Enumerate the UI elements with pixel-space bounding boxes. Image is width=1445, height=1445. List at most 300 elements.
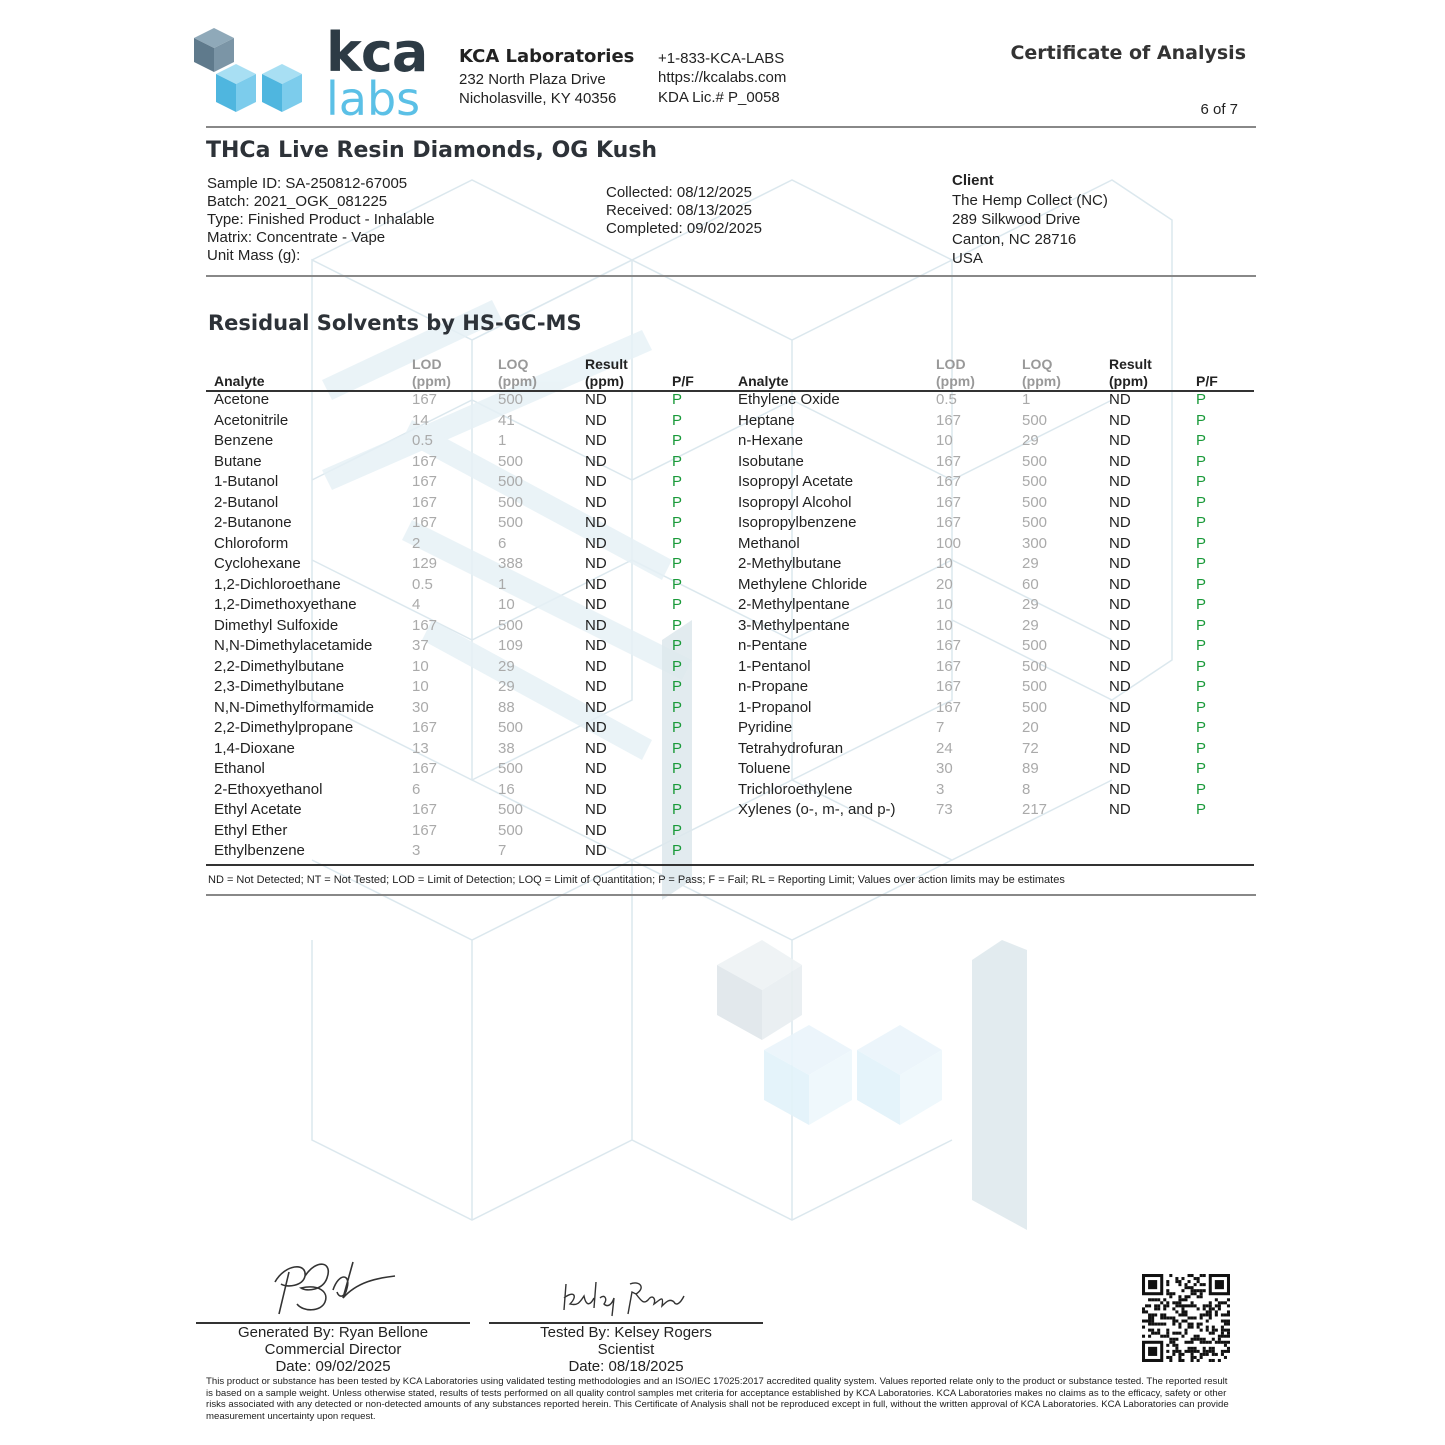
analyte-cell: n-Hexane — [738, 432, 804, 449]
result-cell: ND — [1109, 534, 1131, 552]
pf-cell: P — [1196, 555, 1207, 572]
loq-cell: 29 — [1022, 596, 1039, 613]
table-row — [214, 759, 738, 780]
table-row — [738, 472, 1262, 493]
loq-cell: 29 — [1022, 432, 1039, 449]
loq-cell: 20 — [1022, 719, 1039, 736]
analyte-cell: Isobutane — [738, 452, 804, 470]
tested-by-title: Scientist — [597, 1341, 655, 1358]
result-cell: ND — [1109, 452, 1131, 470]
lod-cell: 7 — [936, 719, 945, 736]
loq-cell: 1 — [498, 432, 507, 449]
product-name: THCa Live Resin Diamonds, OG Kush — [206, 138, 658, 163]
pf-cell: P — [672, 780, 683, 798]
lod-cell: 73 — [936, 801, 953, 818]
pf-cell: P — [672, 473, 683, 490]
table-row — [214, 390, 738, 411]
loq-cell: 29 — [1022, 555, 1039, 572]
lab-name: KCA Laboratories — [459, 46, 635, 67]
result-cell: ND — [1109, 719, 1131, 736]
lod-cell: 10 — [936, 596, 953, 613]
loq-cell: 1 — [498, 575, 507, 593]
pf-cell: P — [672, 493, 683, 511]
lab-phone: +1-833-KCA-LABS — [658, 50, 785, 67]
analyte-cell: Isopropylbenzene — [738, 514, 857, 531]
result-cell: ND — [585, 780, 607, 798]
lod-cell: 129 — [412, 555, 438, 572]
result-cell: ND — [1109, 698, 1131, 716]
analyte-cell: n-Propane — [738, 678, 809, 695]
result-cell: ND — [585, 473, 607, 490]
table-row — [738, 698, 1262, 719]
result-cell: ND — [585, 555, 607, 572]
result-cell: ND — [1109, 801, 1131, 818]
batch: Batch: 2021_OGK_081225 — [207, 193, 388, 210]
table-row — [214, 800, 738, 821]
completed-date: Completed: 09/02/2025 — [606, 220, 762, 237]
result-cell: ND — [1109, 739, 1131, 757]
client-info — [952, 171, 1108, 269]
result-cell: ND — [585, 616, 607, 634]
result-cell: ND — [585, 657, 607, 675]
result-cell: ND — [585, 534, 607, 552]
table-row — [738, 493, 1262, 514]
signature-ryan-bellone — [267, 1252, 407, 1322]
analyte-cell: Ethanol — [214, 760, 265, 777]
lod-cell: 14 — [412, 411, 429, 429]
result-cell: ND — [1109, 657, 1131, 675]
sample-matrix: Matrix: Concentrate - Vape — [207, 229, 386, 246]
table-row — [214, 780, 738, 801]
result-cell: ND — [1109, 575, 1131, 593]
pf-cell: P — [1196, 534, 1207, 552]
result-cell: ND — [1109, 391, 1131, 408]
header-result: Result (ppm) — [585, 356, 628, 389]
analyte-cell: Butane — [214, 452, 262, 470]
result-cell: ND — [585, 760, 607, 777]
lod-cell: 0.5 — [412, 432, 433, 449]
result-cell: ND — [585, 596, 607, 613]
analyte-cell: Xylenes (o-, m-, and p-) — [738, 801, 896, 818]
loq-cell: 500 — [1022, 657, 1048, 675]
pf-cell: P — [1196, 452, 1207, 470]
lod-cell: 167 — [936, 473, 962, 490]
pf-cell: P — [672, 637, 683, 654]
table-row — [214, 718, 738, 739]
lab-website: https://kcalabs.com — [658, 69, 787, 86]
analyte-cell: 2,2-Dimethylpropane — [214, 719, 354, 736]
lod-cell: 3 — [936, 780, 945, 798]
analyte-cell: 1,4-Dioxane — [214, 739, 295, 757]
pf-cell: P — [1196, 739, 1207, 757]
analyte-cell: Isopropyl Acetate — [738, 473, 854, 490]
table-row — [214, 513, 738, 534]
table-row — [214, 739, 738, 760]
result-cell: ND — [1109, 596, 1131, 613]
loq-cell: 89 — [1022, 760, 1039, 777]
qr-code-icon[interactable] — [1142, 1274, 1230, 1362]
loq-cell: 500 — [498, 616, 524, 634]
pf-cell: P — [672, 657, 683, 675]
pf-cell: P — [672, 452, 683, 470]
analyte-cell: Dimethyl Sulfoxide — [214, 616, 339, 634]
loq-cell: 300 — [1022, 534, 1048, 552]
tested-by-name: Tested By: Kelsey Rogers — [540, 1324, 712, 1341]
result-cell: ND — [1109, 637, 1131, 654]
logo-cubes-icon — [192, 24, 310, 120]
solvents-table-right — [738, 354, 1262, 821]
pf-cell: P — [1196, 719, 1207, 736]
analyte-cell: Methanol — [738, 534, 800, 552]
lod-cell: 167 — [936, 678, 962, 695]
table-row — [738, 452, 1262, 473]
analyte-cell: Ethylene Oxide — [738, 391, 840, 408]
lab-license: KDA Lic.# P_0058 — [658, 89, 780, 106]
analyte-cell: 1,2-Dichloroethane — [214, 575, 341, 593]
analyte-cell: n-Pentane — [738, 637, 808, 654]
pf-cell: P — [1196, 575, 1207, 593]
loq-cell: 500 — [1022, 637, 1048, 654]
lod-cell: 167 — [412, 760, 438, 777]
lod-cell: 167 — [412, 514, 438, 531]
lod-cell: 37 — [412, 637, 429, 654]
table-row — [214, 636, 738, 657]
pf-cell: P — [672, 411, 683, 429]
analyte-cell: Trichloroethylene — [738, 780, 853, 798]
loq-cell: 388 — [498, 555, 524, 572]
lod-cell: 167 — [412, 801, 438, 818]
loq-cell: 1 — [1022, 391, 1031, 408]
analyte-cell: Cyclohexane — [214, 555, 301, 572]
analyte-cell: 1-Pentanol — [738, 657, 811, 675]
table-row — [738, 800, 1262, 821]
pf-cell: P — [672, 432, 683, 449]
result-cell: ND — [1109, 678, 1131, 695]
analyte-cell: Acetonitrile — [214, 411, 289, 429]
header-lod: LOD (ppm) — [412, 356, 451, 389]
client-address-line2: Canton, NC 28716 — [952, 230, 1077, 248]
table-row — [738, 780, 1262, 801]
loq-cell: 500 — [498, 391, 524, 408]
generated-by-title: Commercial Director — [264, 1341, 402, 1358]
lod-cell: 167 — [412, 821, 438, 839]
loq-cell: 6 — [498, 534, 507, 552]
loq-cell: 500 — [498, 719, 524, 736]
table-header-divider — [206, 390, 1254, 392]
analyte-cell: Methylene Chloride — [738, 575, 868, 593]
analyte-cell: 2-Methylpentane — [738, 596, 850, 613]
result-cell: ND — [1109, 514, 1131, 531]
loq-cell: 60 — [1022, 575, 1039, 593]
loq-cell: 500 — [1022, 411, 1048, 429]
loq-cell: 500 — [1022, 514, 1048, 531]
tested-by-block — [489, 1324, 763, 1375]
logo-wordmark-kca: kca — [326, 21, 428, 84]
result-cell: ND — [585, 493, 607, 511]
loq-cell: 16 — [498, 780, 515, 798]
lod-cell: 10 — [936, 616, 953, 634]
table-row — [738, 513, 1262, 534]
pf-cell: P — [1196, 473, 1207, 490]
generated-by-date: Date: 09/02/2025 — [275, 1358, 391, 1375]
analyte-cell: Isopropyl Alcohol — [738, 493, 852, 511]
lod-cell: 167 — [936, 411, 962, 429]
table-bottom-divider — [206, 864, 1254, 866]
pf-cell: P — [672, 534, 683, 552]
table-row — [214, 472, 738, 493]
document-title: Certificate of Analysis — [1010, 42, 1246, 64]
loq-cell: 500 — [498, 493, 524, 511]
pf-cell: P — [672, 616, 683, 634]
header-loq: LOQ (ppm) — [498, 356, 537, 389]
lod-cell: 167 — [936, 452, 962, 470]
result-cell: ND — [1109, 432, 1131, 449]
lod-cell: 0.5 — [412, 575, 433, 593]
section-title: Residual Solvents by HS-GC-MS — [208, 311, 582, 335]
analyte-cell: Ethyl Ether — [214, 821, 288, 839]
certificate-page — [172, 0, 1272, 1445]
table-row — [738, 677, 1262, 698]
result-cell: ND — [1109, 473, 1131, 490]
analyte-cell: N,N-Dimethylformamide — [214, 698, 375, 716]
table-row — [738, 759, 1262, 780]
table-row — [738, 534, 1262, 555]
pf-cell: P — [1196, 391, 1207, 408]
pf-cell: P — [1196, 493, 1207, 511]
sample-id: Sample ID: SA-250812-67005 — [207, 175, 408, 192]
pf-cell: P — [1196, 678, 1207, 695]
table-row — [214, 677, 738, 698]
loq-cell: 500 — [1022, 678, 1048, 695]
loq-cell: 500 — [498, 821, 524, 839]
table-row — [738, 636, 1262, 657]
lod-cell: 167 — [936, 657, 962, 675]
loq-cell: 217 — [1022, 801, 1048, 818]
lod-cell: 100 — [936, 534, 962, 552]
lod-cell: 10 — [412, 657, 429, 675]
result-cell: ND — [585, 452, 607, 470]
lod-cell: 10 — [412, 678, 429, 695]
client-name: The Hemp Collect (NC) — [952, 191, 1108, 209]
header-analyte: Analyte — [214, 373, 265, 389]
tested-by-date: Date: 08/18/2025 — [568, 1358, 684, 1375]
analyte-cell: Tetrahydrofuran — [738, 739, 844, 757]
lod-cell: 0.5 — [936, 391, 957, 408]
analyte-cell: Ethyl Acetate — [214, 801, 302, 818]
result-cell: ND — [585, 739, 607, 757]
table-row — [738, 554, 1262, 575]
table-row — [214, 452, 738, 473]
result-cell: ND — [1109, 411, 1131, 429]
analyte-cell: N,N-Dimethylacetamide — [214, 637, 373, 654]
analyte-cell: Chloroform — [214, 534, 289, 552]
table-row — [738, 411, 1262, 432]
lod-cell: 30 — [412, 698, 429, 716]
loq-cell: 500 — [1022, 493, 1048, 511]
header-analyte: Analyte — [738, 373, 789, 389]
generated-by-block — [196, 1324, 470, 1375]
lod-cell: 167 — [936, 698, 962, 716]
lod-cell: 167 — [412, 452, 438, 470]
table-header-row — [214, 354, 738, 390]
table-row — [214, 411, 738, 432]
loq-cell: 10 — [498, 596, 515, 613]
pf-cell: P — [1196, 657, 1207, 675]
table-row — [214, 616, 738, 637]
lod-cell: 167 — [936, 514, 962, 531]
result-cell: ND — [585, 719, 607, 736]
header-divider — [206, 126, 1256, 128]
pf-cell: P — [1196, 637, 1207, 654]
loq-cell: 72 — [1022, 739, 1039, 757]
pf-cell: P — [672, 801, 683, 818]
analyte-cell: 2,3-Dimethylbutane — [214, 678, 345, 695]
header-lod: LOD (ppm) — [936, 356, 975, 389]
pf-cell: P — [1196, 698, 1207, 716]
table-row — [214, 554, 738, 575]
loq-cell: 29 — [498, 657, 515, 675]
lod-cell: 30 — [936, 760, 953, 777]
header-pf: P/F — [1196, 373, 1218, 389]
pf-cell: P — [1196, 760, 1207, 777]
analyte-cell: 2-Butanol — [214, 493, 279, 511]
loq-cell: 29 — [1022, 616, 1039, 634]
lod-cell: 167 — [412, 473, 438, 490]
result-cell: ND — [1109, 555, 1131, 572]
result-cell: ND — [1109, 616, 1131, 634]
analyte-cell: 2-Ethoxyethanol — [214, 780, 323, 798]
lod-cell: 2 — [412, 534, 421, 552]
pf-cell: P — [1196, 780, 1207, 798]
result-cell: ND — [1109, 760, 1131, 777]
signature-kelsey-rogers — [560, 1276, 690, 1320]
table-row — [738, 616, 1262, 637]
sample-dates — [606, 184, 762, 238]
lod-cell: 4 — [412, 596, 421, 613]
received-date: Received: 08/13/2025 — [606, 202, 752, 219]
info-divider — [206, 275, 1256, 277]
analyte-cell: Heptane — [738, 411, 795, 429]
loq-cell: 88 — [498, 698, 515, 716]
legend-divider — [206, 894, 1256, 896]
analyte-cell: 2-Butanone — [214, 514, 292, 531]
loq-cell: 500 — [1022, 452, 1048, 470]
pf-cell: P — [672, 719, 683, 736]
loq-cell: 7 — [498, 842, 507, 859]
header-loq: LOQ (ppm) — [1022, 356, 1061, 389]
pf-cell: P — [672, 514, 683, 531]
result-cell: ND — [1109, 780, 1131, 798]
loq-cell: 500 — [498, 473, 524, 490]
page-number: 6 of 7 — [1200, 101, 1238, 118]
lod-cell: 167 — [412, 719, 438, 736]
lod-cell: 167 — [412, 493, 438, 511]
sample-info — [207, 175, 435, 265]
lod-cell: 10 — [936, 555, 953, 572]
unit-mass: Unit Mass (g): — [207, 247, 301, 264]
pf-cell: P — [672, 391, 683, 408]
lab-address-line1: 232 North Plaza Drive — [459, 71, 606, 88]
table-row — [738, 657, 1262, 678]
result-cell: ND — [585, 698, 607, 716]
pf-cell: P — [672, 596, 683, 613]
analyte-cell: Pyridine — [738, 719, 793, 736]
table-row — [214, 698, 738, 719]
analyte-cell: Toluene — [738, 760, 791, 777]
table-row — [214, 595, 738, 616]
table-row — [738, 575, 1262, 596]
pf-cell: P — [672, 575, 683, 593]
analyte-cell: Ethylbenzene — [214, 842, 305, 859]
lod-cell: 13 — [412, 739, 429, 757]
table-row — [214, 493, 738, 514]
table-row — [738, 739, 1262, 760]
lod-cell: 3 — [412, 842, 421, 859]
lab-address-line2: Nicholasville, KY 40356 — [459, 90, 617, 107]
table-header-row — [738, 354, 1262, 390]
pf-cell: P — [1196, 514, 1207, 531]
loq-cell: 500 — [498, 801, 524, 818]
result-cell: ND — [1109, 493, 1131, 511]
table-row — [738, 431, 1262, 452]
loq-cell: 500 — [498, 452, 524, 470]
pf-cell: P — [672, 678, 683, 695]
pf-cell: P — [672, 842, 683, 859]
lod-cell: 20 — [936, 575, 953, 593]
loq-cell: 38 — [498, 739, 515, 757]
analyte-cell: 1-Butanol — [214, 473, 279, 490]
analyte-cell: 2-Methylbutane — [738, 555, 842, 572]
lod-cell: 167 — [936, 493, 962, 511]
result-cell: ND — [585, 801, 607, 818]
client-country: USA — [952, 250, 983, 267]
result-cell: ND — [585, 678, 607, 695]
result-cell: ND — [585, 514, 607, 531]
loq-cell: 109 — [498, 637, 524, 654]
lod-cell: 167 — [412, 391, 438, 408]
loq-cell: 29 — [498, 678, 515, 695]
analyte-cell: Acetone — [214, 391, 270, 408]
pf-cell: P — [1196, 801, 1207, 818]
table-row — [214, 575, 738, 596]
header-result: Result (ppm) — [1109, 356, 1152, 389]
analyte-cell: 2,2-Dimethylbutane — [214, 657, 345, 675]
analyte-cell: Benzene — [214, 432, 274, 449]
pf-cell: P — [1196, 616, 1207, 634]
table-row — [214, 821, 738, 842]
analyte-cell: 3-Methylpentane — [738, 616, 850, 634]
pf-cell: P — [1196, 596, 1207, 613]
loq-cell: 500 — [1022, 473, 1048, 490]
loq-cell: 500 — [498, 760, 524, 777]
result-cell: ND — [585, 821, 607, 839]
result-cell: ND — [585, 432, 607, 449]
lod-cell: 24 — [936, 739, 953, 757]
disclaimer-text: This product or substance has been tested by KCA Laboratories using validated testing methodologies and an ISO/IEC 17025:2017 accredited quality system. Values reported relate only to the product or substance tested. The reported result is based on a sample weight. Unless otherwise stated, results of tests performed on all quality control samples met criteria for acceptance established by KCA Laboratories. KCA Laboratories makes no claims as to the efficacy, safety or other risks associated with any detected or non-detected amounts of any substances reported herein. This Certificate of Analysis shall not be reproduced except in full, without the written approval of KCA Laboratories. KCA Laboratories can provide measurement uncertainty upon request. — [206, 1376, 1229, 1422]
client-address-line1: 289 Silkwood Drive — [952, 211, 1081, 228]
pf-cell: P — [672, 821, 683, 839]
pf-cell: P — [672, 555, 683, 572]
loq-cell: 500 — [1022, 698, 1048, 716]
analyte-cell: 1-Propanol — [738, 698, 812, 716]
result-cell: ND — [585, 391, 607, 408]
pf-cell: P — [672, 739, 683, 757]
result-cell: ND — [585, 575, 607, 593]
lod-cell: 167 — [412, 616, 438, 634]
table-row — [214, 657, 738, 678]
result-cell: ND — [585, 411, 607, 429]
table-row — [738, 390, 1262, 411]
